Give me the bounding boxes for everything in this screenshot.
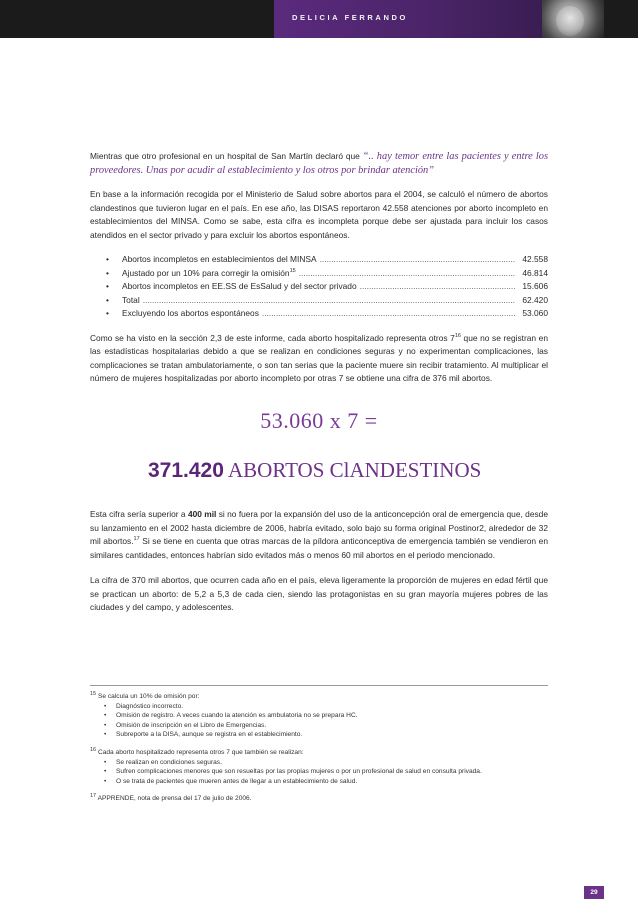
leader-dots <box>320 253 515 267</box>
list-item-label: • Ajustado por un 10% para corregir la omisión$^{15}$ <box>122 267 296 278</box>
footnote-item: • Sufren complicaciones menores que son resueltas por las propias mujeres o por un profesional de salud en consulta privada. <box>102 767 548 777</box>
footnote-16: $^{16}$ Cada aborto hospitalizado representa otros 7 que también se realizan: • Se realizan en condiciones seguras. • Sufren complicaciones menores que son resueltas por las propias mujeres o por un profesional de salud en consulta privada. • O se trata de pacientes que mueren antes de llegar a un establecimiento de salud. <box>90 748 548 786</box>
list-item-value: 62.420 <box>522 294 548 305</box>
result-label: ABORTOS ClANDESTINOS <box>223 458 482 482</box>
paragraph-3: Esta cifra sería superior a 400 mil si no fuera por la expansión del uso de la anticoncepción oral de emergencia que, desde su lanzamiento en el 2002 hasta diciembre de 2006, habría evitado, solo bajo su forma original Postinor2, alrededor de 32 mil abortos.$^{17}$ Si se tiene en cuenta que otras marcas de la píldora anticonceptiva de emergencia también se vendieron en similares cantidades, entonces habrían sido evitados más o menos 60 mil abortos en el periodo mencionado. <box>90 509 548 560</box>
footnote-list <box>90 758 548 787</box>
list-item-label: • Abortos incompletos en establecimientos del MINSA <box>122 254 317 264</box>
footnote-item: • Subreporte a la DISA, aunque se registra en el establecimiento. <box>102 730 548 740</box>
main-text-block <box>90 150 548 386</box>
result-number: 371.420 <box>148 459 224 482</box>
list-item <box>104 307 548 321</box>
footnotes <box>90 692 548 812</box>
footnote-17: $^{17}$ APPRENDE, nota de prensa del 17 de julio de 2006. <box>90 793 252 803</box>
footnote-item: • Omisión de inscripción en el Libro de Emergencias. <box>102 721 548 731</box>
footnote-ref: 16 <box>454 332 461 339</box>
list-item-value: 46.814 <box>522 267 548 278</box>
leader-dots <box>299 267 515 281</box>
list-item <box>104 267 548 281</box>
footnote-15: $^{15}$ Se calcula un 10% de omisión por: • Diagnóstico incorrecto. • Omisión de registro. A veces cuando la atención es ambulatoria no se prepara HC. • Omisión de inscripción en el Libro de Emergencias. • Subreporte a la DISA, aunque se registra en el establecimiento. <box>90 692 548 740</box>
result-heading <box>148 458 481 483</box>
list-item-label: • Total <box>122 294 140 305</box>
footnote-item: • Diagnóstico incorrecto. <box>102 702 548 712</box>
list-item-value: 42.558 <box>522 254 548 264</box>
footnote-item: • O se trata de pacientes que mueren antes de llegar a un establecimiento de salud. <box>102 777 548 787</box>
footnote-item: • Se realizan en condiciones seguras. <box>102 758 548 768</box>
running-header-title: DELICIA FERRANDO <box>292 13 408 22</box>
list-item-value: 53.060 <box>522 308 548 318</box>
abortion-figures-list <box>90 253 548 321</box>
leader-dots <box>143 294 515 308</box>
page-number-badge: 29 <box>584 886 604 899</box>
leader-dots <box>262 307 515 321</box>
paragraph-2: Como se ha visto en la sección 2,3 de este informe, cada aborto hospitalizado representa otros $7^{16}$ que no se registran en las estadísticas hospitalarias debido a que se realizan en condiciones seguras y no experimentan complicaciones, las complicaciones se tratan ambulatoriamente, o son tan serias que la paciente muere sin recibir tratamiento. Al multiplicar el número de mujeres hospitalizadas por aborto incompleto por otras 7 se obtiene una cifra de 376 mil abortos. <box>90 332 549 383</box>
formula-heading: 53.060 x 7 = <box>260 408 378 433</box>
bold-figure: 400 mil <box>187 509 217 519</box>
footnote-list <box>90 702 548 740</box>
intro-paragraph <box>90 150 548 177</box>
secondary-text-block <box>90 508 548 615</box>
footnote-ref: 15 <box>289 267 296 274</box>
list-item <box>104 280 548 294</box>
footnote-divider <box>90 685 548 686</box>
footnote-ref: 17 <box>133 536 140 543</box>
paragraph-1: En base a la información recogida por el Ministerio de Salud sobre abortos para el 2004, se calculó el número de abortos clandestinos que tuvieron lugar en el país. En ese año, las DISAS reportaron 42.558 atenciones por aborto incompleto en establecimientos del MINSA. Como se sabe, esta cifra es incompleta porque debe ser ajustada para incluir los casos atendidos en el sector privado y para excluir los abortos espontáneos. <box>90 189 548 240</box>
intro-quote: “.. hay temor entre las pacientes y entre los proveedores. Unas por acudir al establecimiento y los otros por brindar atención” <box>90 151 548 176</box>
paragraph-4: La cifra de 370 mil abortos, que ocurren cada año en el país, eleva ligeramente la proporción de mujeres en edad fértil que se practican un aborto: de 5,2 a 5,3 de cada cien, siendo las protagonistas en su gran mayoría mujeres pobres de las ciudades y del campo, y adolescentes. <box>90 575 548 612</box>
list-item-value: 15.606 <box>522 281 548 291</box>
footnote-item: • Omisión de registro. A veces cuando la atención es ambulatoria no se prepara HC. <box>102 711 548 721</box>
portrait-face <box>556 6 584 36</box>
header-bar-right <box>604 0 638 38</box>
author-portrait-image <box>542 0 604 38</box>
list-item-label: • Excluyendo los abortos espontáneos <box>122 308 259 318</box>
list-item <box>104 253 548 267</box>
intro-lead: Mientras que otro profesional en un hospital de San Martín declaró que <box>90 151 363 161</box>
leader-dots <box>360 280 515 294</box>
list-item <box>104 294 548 308</box>
list-item-label: • Abortos incompletos en EE.SS de EsSalud y del sector privado <box>122 281 357 291</box>
